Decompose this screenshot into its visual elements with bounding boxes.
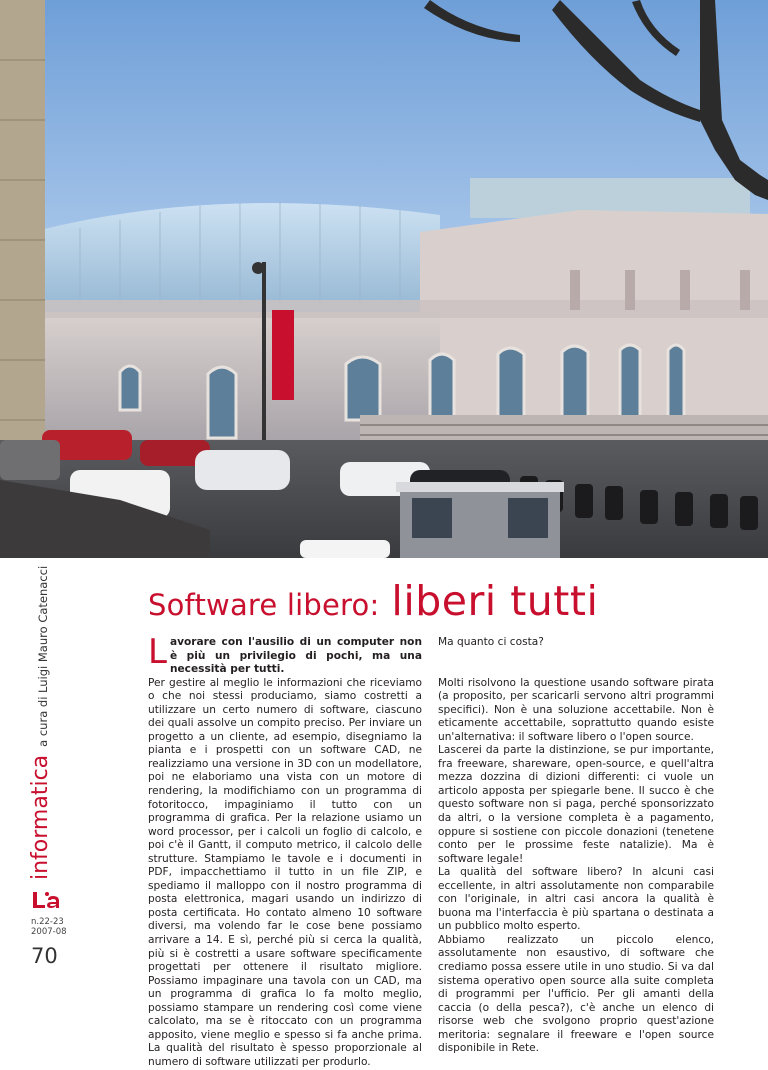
section-name: informatica [28,754,53,880]
title-part-1: Software libero: [148,588,380,622]
drop-cap: L [148,632,167,672]
lead-paragraph: avorare con l'ausilio di un computer non è più un privilegio di pochi, ma una necessità per tutti. [169,636,422,676]
section-rubric [28,565,68,880]
body-paragraph-4: Abbiamo realizzato un piccolo elenco, assolutamente non esaustivo, di software che crediamo possa essere utile in uno studio. Si va dal sistema operativo open source alla suite completa di programmi per l'ufficio. Per gli amanti della caccia (o della pesca?), c'è anche un elenco di risorse web che svolgono proprio quest'azione meritoria: segnalare il freeware e l'open source disponibile in Rete. [438,933,714,1055]
byline: a cura di Luigi Mauro Catenacci [36,565,50,747]
body-paragraph-2: Lascerei da parte la distinzione, se pur importante, fra freeware, shareware, open-source, e quell'altra mezza dozzina di dizioni differenti: ci vuole un articolo apposta per spiegarle bene. Il succo è che questo software non si paga, perché sponsorizzato da altri, o la versione completa è a pagamento, oppure si sostiene con piccole donazioni (tenetene conto per le prossime feste natalizie). Ma è software legale! [438,744,714,865]
body-paragraph: Per gestire al meglio le informazioni che riceviamo o che noi stessi produciamo, siamo costretti a utilizzare un certo numero di software, ciascuno dei quali assolve un compito preciso. Per inviare un progetto a un cliente, ad esempio, disegniamo la pianta e i prospetti con un software CAD, ne realizziamo una versione in 3D con un modellatore, poi ne elaboriamo una vista con un motore di rendering, la modifichiamo con un programma di fotoritocco, impaginiamo il tutto con un programma di grafica. Per la relazione usiamo un word processor, per i calcoli un foglio di calcolo, e poi c'è il Gantt, il computo metrico, il calcolo delle strutture. Stampiamo le tavole e i documenti in PDF, impacchettiamo il tutto in un file ZIP, e spediamo il malloppo con il nostro programma di posta elettronica, magari usando un indirizzo di posta certificata. Ho contato almeno 10 software diversi, ma volendo far le cose bene possiamo arrivare a 14. E sì, perché più si cerca la qualità, più si è costretti a usare software specificamente progettati per ottenere il risultato migliore. Possiamo impaginare una tavola con un CAD, ma un programma di grafica lo fa molto meglio, possiamo stampare un rendering così come viene calcolato, ma se è ritoccato con un programma apposito, viene meglio e spesso si fa anche prima. La qualità del risultato è spesso proporzionale al numero di software utilizzati per produrlo. [148,676,422,1068]
issue-info [31,917,67,937]
column-left [148,632,422,1070]
title-part-2: liberi tutti [391,577,599,625]
page-number: 70 [31,944,58,968]
subheading-question: Ma quanto ci costa? [438,636,544,648]
issue-year: 2007-08 [31,927,67,937]
issue-number: n.22-23 [31,917,64,927]
red-banner [272,310,294,400]
column-right [438,636,714,1056]
article-title [148,577,748,627]
magazine-logo [31,890,61,910]
body-paragraph-3: La qualità del software libero? In alcuni casi eccellente, in altri assolutamente non comparabile con l'originale, in altri casi ancora la qualità è buona ma l'interfaccia è più spartana o destinata a un pubblico molto esperto. [438,866,714,933]
body-paragraph-1: Molti risolvono la questione usando software pirata (a proposito, per scaricarli servono altri programmi specifici). Non è una soluzione accettabile. Non è eticamente accettabile, soprattutto quando esiste un'alternativa: il software libero o l'open source. [438,676,714,743]
